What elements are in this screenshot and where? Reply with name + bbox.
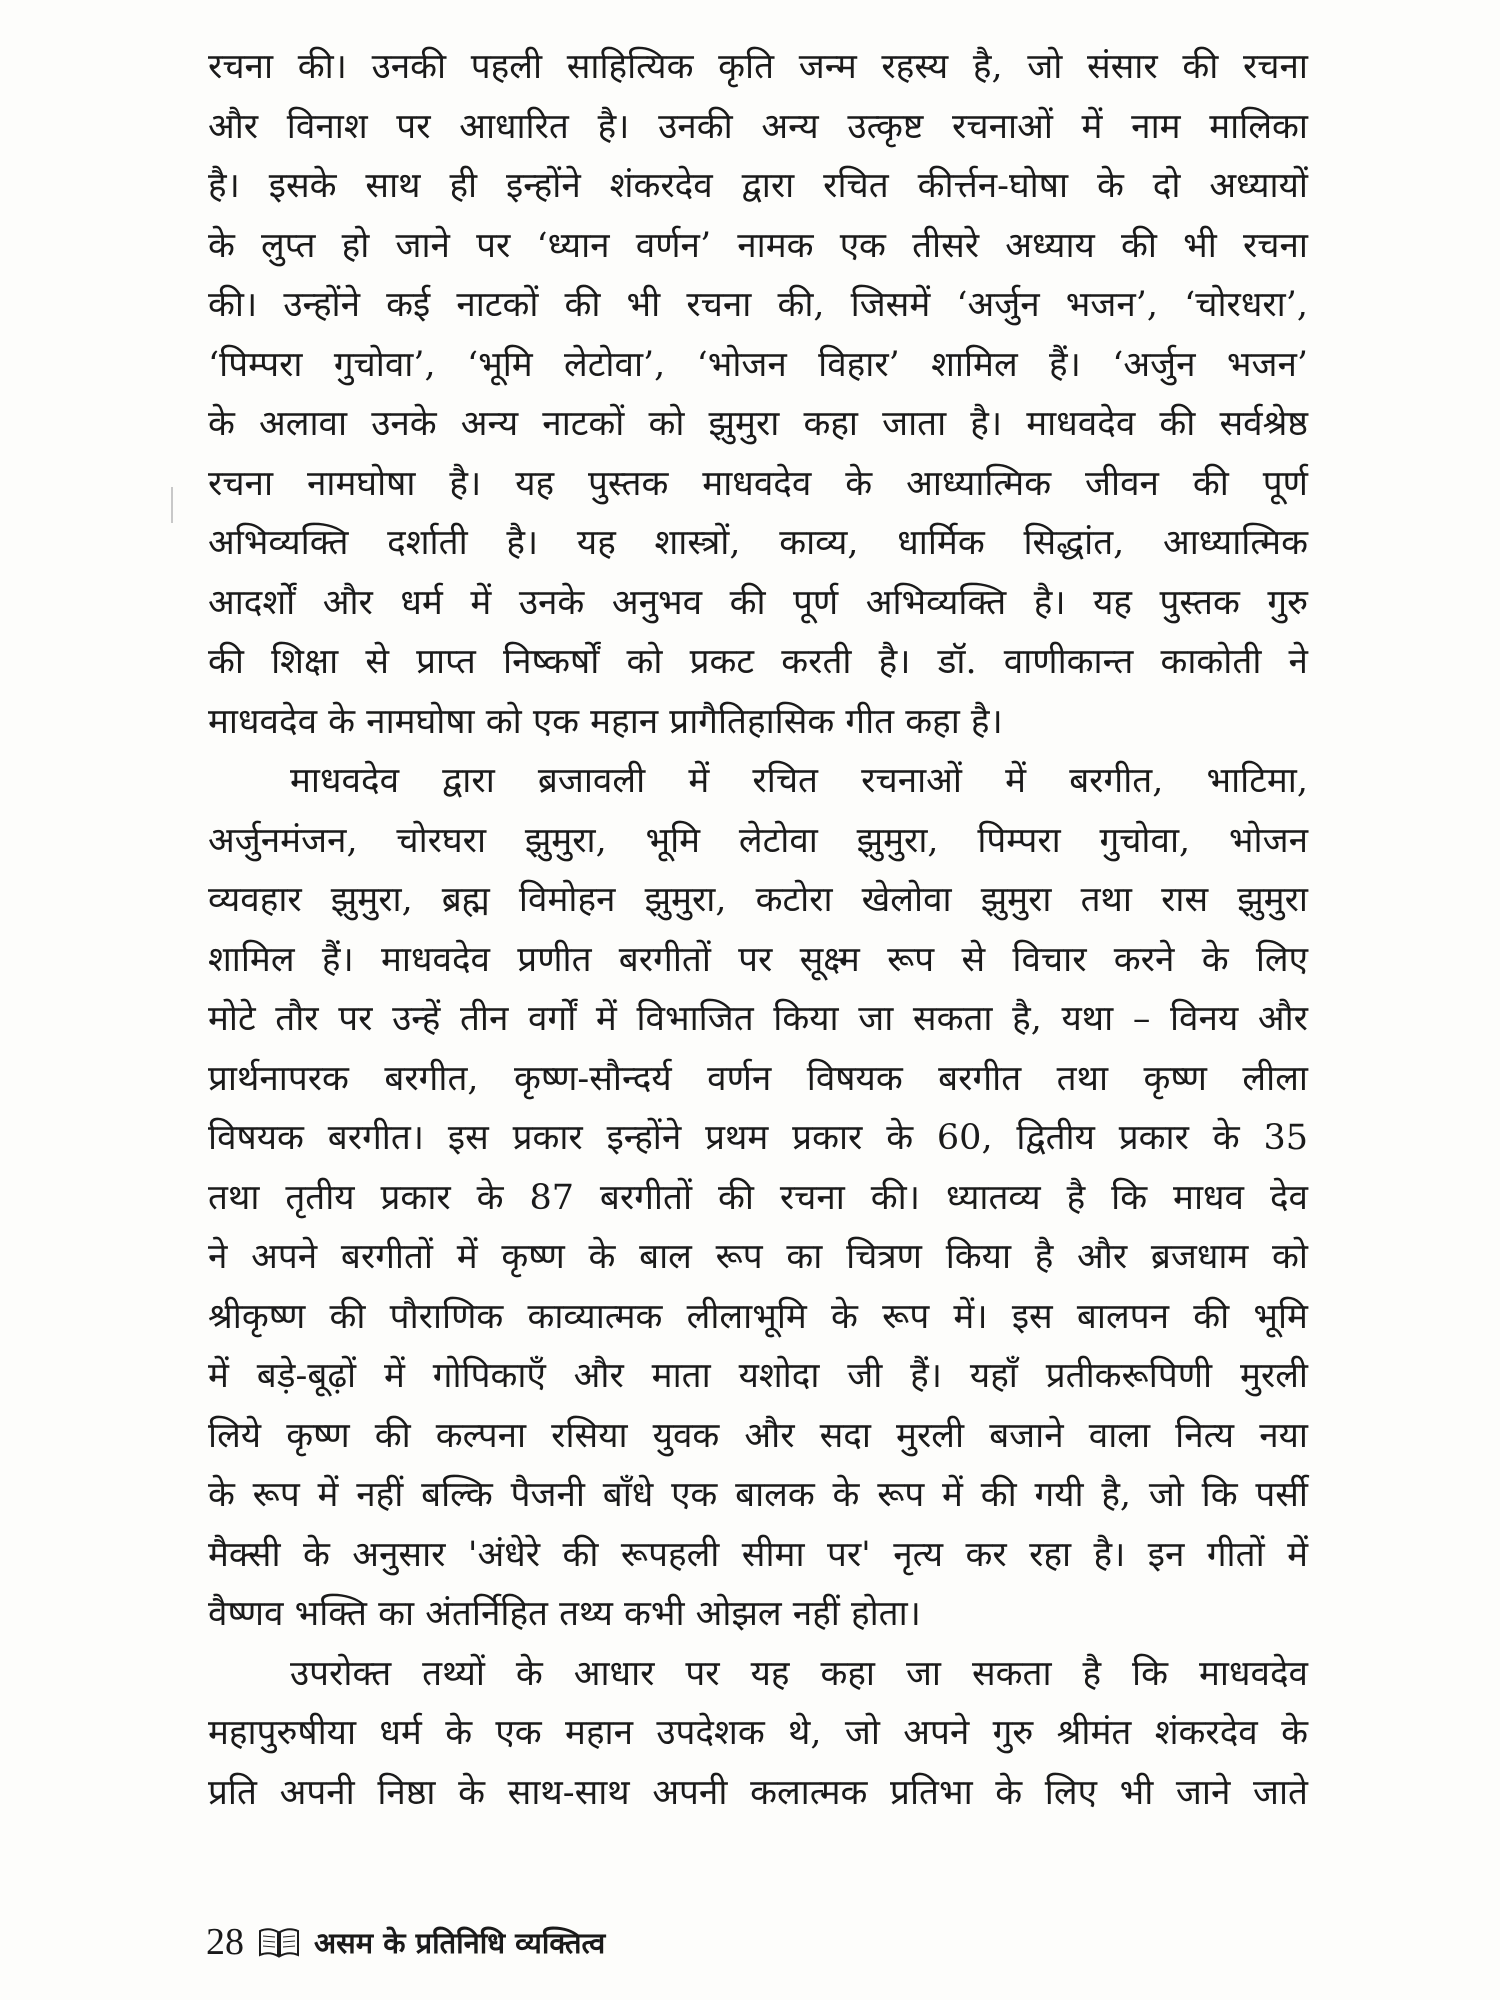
text-line: रचना की। उनकी पहली साहित्यिक कृति जन्म रहस्य है, जो संसार की रचना bbox=[208, 47, 1308, 87]
text-line: उपरोक्त तथ्यों के आधार पर यह कहा जा सकता है कि माधवदेव bbox=[290, 1653, 1308, 1694]
open-book-icon bbox=[258, 1925, 300, 1959]
text-line: तथा तृतीय प्रकार के 87 बरगीतों की रचना की। ध्यातव्य है कि माधव देव bbox=[208, 1177, 1308, 1218]
text-line: आदर्शों और धर्म में उनके अनुभव की पूर्ण अभिव्यक्ति है। यह पुस्तक गुरु bbox=[208, 582, 1308, 623]
text-line: अभिव्यक्ति दर्शाती है। यह शास्त्रों, काव्य, धार्मिक सिद्धांत, आध्यात्मिक bbox=[208, 523, 1308, 563]
text-line: के लुप्त हो जाने पर ‘ध्यान वर्णन’ नामक एक तीसरे अध्याय की भी रचना bbox=[208, 225, 1308, 266]
running-title: असम के प्रतिनिधि व्यक्तित्व bbox=[314, 1925, 606, 1960]
text-line: माधवदेव द्वारा ब्रजावली में रचित रचनाओं में बरगीत, भाटिमा, bbox=[290, 761, 1308, 801]
text-line: के रूप में नहीं बल्कि पैजनी बाँधे एक बालक के रूप में की गयी है, जो कि पर्सी bbox=[208, 1475, 1308, 1515]
text-line: महापुरुषीया धर्म के एक महान उपदेशक थे, जो अपने गुरु श्रीमंत शंकरदेव के bbox=[208, 1713, 1308, 1753]
text-line: में बड़े-बूढ़ों में गोपिकाएँ और माता यशोदा जी हैं। यहाँ प्रतीकरूपिणी मुरली bbox=[208, 1356, 1308, 1396]
text-line: प्रति अपनी निष्ठा के साथ-साथ अपनी कलात्मक प्रतिभा के लिए भी जाने जाते bbox=[208, 1772, 1308, 1813]
text-line: श्रीकृष्ण की पौराणिक काव्यात्मक लीलाभूमि के रूप में। इस बालपन की भूमि bbox=[208, 1296, 1308, 1337]
text-line: वैष्णव भक्ति का अंतर्निहित तथ्य कभी ओझल नहीं होता। bbox=[208, 1594, 921, 1634]
margin-mark bbox=[171, 487, 173, 523]
text-line: अर्जुनमंजन, चोरघरा झुमुरा, भूमि लेटोवा झुमुरा, पिम्परा गुचोवा, भोजन bbox=[208, 820, 1308, 861]
paragraph-3 bbox=[208, 1645, 1308, 1824]
text-line: के अलावा उनके अन्य नाटकों को झुमुरा कहा जाता है। माधवदेव की सर्वश्रेष्ठ bbox=[208, 404, 1308, 444]
text-line: है। इसके साथ ही इन्होंने शंकरदेव द्वारा रचित कीर्त्तन-घोषा के दो अध्यायों bbox=[208, 166, 1308, 206]
text-line: प्रार्थनापरक बरगीत, कृष्ण-सौन्दर्य वर्णन विषयक बरगीत तथा कृष्ण लीला bbox=[208, 1058, 1308, 1099]
text-line: की। उन्होंने कई नाटकों की भी रचना की, जिसमें ‘अर्जुन भजन’, ‘चोरधरा’, bbox=[208, 285, 1308, 325]
text-line: और विनाश पर आधारित है। उनकी अन्य उत्कृष्ट रचनाओं में नाम मालिका bbox=[208, 106, 1308, 147]
text-line: माधवदेव के नामघोषा को एक महान प्रागैतिहासिक गीत कहा है। bbox=[208, 701, 1003, 742]
body-text bbox=[208, 38, 1308, 1823]
text-line: ‘पिम्परा गुचोवा’, ‘भूमि लेटोवा’, ‘भोजन विहार’ शामिल हैं। ‘अर्जुन भजन’ bbox=[208, 344, 1308, 385]
paragraph-2 bbox=[208, 752, 1308, 1645]
paragraph-1 bbox=[208, 38, 1308, 752]
text-line: ने अपने बरगीतों में कृष्ण के बाल रूप का चित्रण किया है और ब्रजधाम को bbox=[208, 1237, 1308, 1277]
text-line: व्यवहार झुमुरा, ब्रह्म विमोहन झुमुरा, कटोरा खेलोवा झुमुरा तथा रास झुमुरा bbox=[208, 880, 1308, 920]
text-line: रचना नामघोषा है। यह पुस्तक माधवदेव के आध्यात्मिक जीवन की पूर्ण bbox=[208, 463, 1308, 504]
text-line: की शिक्षा से प्राप्त निष्कर्षों को प्रकट करती है। डॉ. वाणीकान्त काकोती ने bbox=[208, 642, 1308, 682]
text-line: मैक्सी के अनुसार 'अंधेरे की रूपहली सीमा पर' नृत्य कर रहा है। इन गीतों में bbox=[208, 1534, 1308, 1575]
text-line: विषयक बरगीत। इस प्रकार इन्होंने प्रथम प्रकार के 60, द्वितीय प्रकार के 35 bbox=[208, 1118, 1308, 1158]
text-line: लिये कृष्ण की कल्पना रसिया युवक और सदा मुरली बजाने वाला नित्य नया bbox=[208, 1415, 1308, 1456]
page-footer bbox=[206, 1912, 605, 1972]
text-line: मोटे तौर पर उन्हें तीन वर्गों में विभाजित किया जा सकता है, यथा – विनय और bbox=[208, 999, 1308, 1039]
page-number: 28 bbox=[206, 1921, 244, 1963]
text-line: शामिल हैं। माधवदेव प्रणीत बरगीतों पर सूक्ष्म रूप से विचार करने के लिए bbox=[208, 939, 1308, 980]
